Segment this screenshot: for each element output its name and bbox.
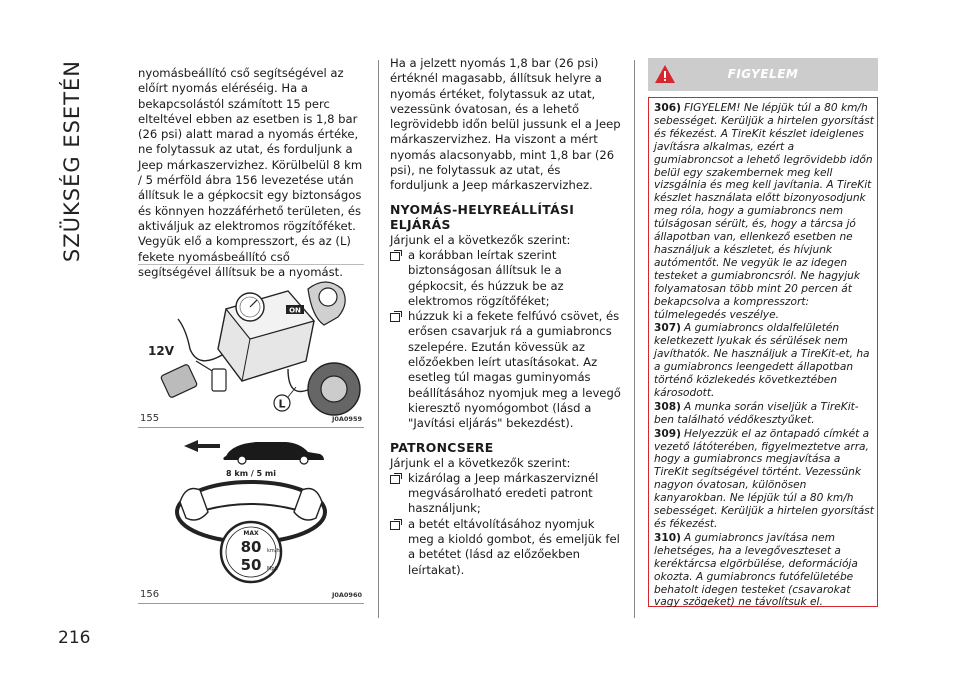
list-item	[390, 517, 622, 578]
warning-number: 309)	[654, 427, 681, 440]
warning-text: A munka során viseljük a TireKit-ben található védőkesztyűket.	[654, 400, 859, 426]
column-2	[390, 56, 622, 578]
warning-item	[654, 428, 874, 531]
warning-number: 307)	[654, 322, 681, 335]
warning-item	[654, 322, 874, 399]
warning-title: FIGYELEM	[727, 67, 799, 81]
warning-number: 306)	[654, 102, 681, 114]
hose-label: L	[278, 397, 286, 411]
checkbox-bullet-icon	[390, 519, 404, 529]
column-divider	[378, 60, 379, 618]
section-title-vertical: SZÜKSÉG ESETÉN	[60, 60, 84, 263]
column-divider	[634, 60, 635, 618]
max-label: MAX	[243, 530, 259, 537]
figure-code: J0A0959	[331, 415, 362, 423]
warning-item	[654, 102, 874, 321]
checkbox-bullet-icon	[390, 311, 404, 321]
warning-number: 310)	[654, 531, 681, 544]
speed-limit-illustration	[138, 434, 364, 589]
warning-text: Helyezzük el az öntapadó címkét a vezető látóterében, figyelmeztetve arra, hogy a gumiabroncs megjavítása a TireKit segítségével történt. Vezessünk nagyon óvatosan, különösen kanyarokban. Ne lépjük túl a 80 km/h sebességet. Kerüljük a hirtelen gyorsítást és fékezést.	[654, 427, 874, 530]
figure-155	[138, 264, 364, 428]
warning-number: 308)	[654, 400, 681, 413]
list-item	[390, 309, 622, 431]
warning-item	[654, 401, 874, 427]
figure-code: J0A0960	[331, 591, 362, 599]
arrow-icon	[184, 440, 220, 452]
warning-text: FIGYELEM! Ne lépjük túl a 80 km/h sebességet. Kerüljük a hirtelen gyorsítást és fékezést. A TireKit készlet ideiglenes javításra alkalmas, ezért a gumiabroncsot a lehető legrövidebb időn belül egy szakembernek meg kell vizsgálnia és meg kell javítania. A TireKit készlet használata előtt bizonyosodjunk meg róla, hogy a gumiabroncs nem túlságosan sérült, és, hogy a tárcsa jó állapotban van, ellenkező esetben ne használjuk a készletet, és hívjunk autómentőt. Ne vegyük le az idegen testeket a gumiabroncsról. Ne hagyjuk folyamatosan több mint 20 percen át bekapcsolva a kompresszort: túlmelegedés veszélye.	[654, 102, 874, 321]
heading-cartridge-replacement: PATRONCSERE	[390, 439, 494, 455]
column-1	[138, 66, 364, 280]
warning-text: A gumiabroncs oldalfelületén keletkezett lyukak és sérülések nem javíthatók. Ne használjuk a TireKit-et, ha a gumiabroncs leengedett állapotban történő közlekedés következtében károsodott.	[654, 322, 870, 399]
warning-item	[654, 532, 874, 609]
lead-text: Járjunk el a következők szerint:	[390, 455, 571, 470]
list-item-text: a korábban leírtak szerint biztonságosan állítsuk le a gépkocsit, és húzzuk be az elektromos rögzítőféket;	[408, 247, 564, 308]
col2-intro: Ha a jelzett nyomás 1,8 bar (26 psi) értéknél magasabb, állítsuk helyre a nyomás értéket, folytassuk az utat, vezessünk óvatosan, és a lehető legrövidebb időn belül jussunk el a Jeep márkaszervizhez. Ha viszont a mért nyomás alacsonyabb, mint 1,8 bar (26 psi), ne folytassuk az utat, és forduljunk a Jeep márkaszervizhez.	[390, 56, 621, 193]
right-hand-icon	[294, 489, 322, 521]
heading-pressure-procedure: NYOMÁS-HELYREÁLLÍTÁSI ELJÁRÁS	[390, 201, 575, 232]
kmh-unit: km/h	[267, 548, 280, 554]
list-item	[390, 248, 622, 309]
warning-text: A gumiabroncs javítása nem lehetséges, ha a levegőveszteset a keréktárcsa elgörbülése, deformációja okozta. A gumiabroncs futófelületébe behatolt idegen testeket (csavarokat vagy szögeket) ne távolítsuk el.	[654, 531, 858, 609]
lead-text: Járjunk el a következők szerint:	[390, 232, 571, 247]
compressor-illustration	[138, 269, 364, 419]
checkbox-bullet-icon	[390, 473, 404, 483]
left-hand-icon	[180, 489, 208, 521]
figure-number: 155	[140, 413, 160, 424]
list-item-text: kizárólag a Jeep márkaszerviznél megvásárolható eredeti patront használjunk;	[408, 470, 599, 516]
warning-box	[648, 97, 878, 607]
warning-header	[648, 58, 878, 91]
on-label: ON	[289, 306, 301, 315]
distance-label: 8 km / 5 mi	[226, 469, 276, 478]
speed-kmh: 80	[240, 538, 262, 556]
list-item-text: húzzuk ki a fekete felfúvó csövet, és erősen csavarjuk rá a gumiabroncs szelepére. Ezután kövessük az előzőekben leírt utasításokat. Az esetleg túl magas guminyomás beállításához nyomjuk meg a levegő kieresztő nyomógombot (lásd a "Javítási eljárás" bekezdést).	[408, 309, 621, 431]
checkbox-bullet-icon	[390, 250, 404, 260]
figure-156	[138, 434, 364, 604]
voltage-label: 12V	[148, 344, 174, 358]
list-item	[390, 471, 622, 517]
page-number: 216	[58, 628, 91, 648]
mph-unit: Mph	[267, 566, 278, 572]
speed-mph: 50	[240, 556, 262, 574]
col1-paragraph: nyomásbeállító cső segítségével az előírt nyomás eléréséig. Ha a bekapcsolástól számított 15 perc elteltével ebben az esetben is 1,8 bar (26 psi) alatt marad a nyomás értéke, ne folytassuk az utat, és forduljunk a Jeep márkaszervizhez. Körülbelül 8 km / 5 mérföld ábra 156 levezetése után állítsuk le a gépkocsit egy biztonságos és könnyen hozzáférhető területen, és aktiváljuk az elektromos rögzítőféket. Vegyük elő a kompresszort, és az (L) fekete nyomásbeállító cső segítségével állítsuk be a nyomást.	[138, 66, 363, 279]
figure-number: 156	[140, 589, 160, 600]
list-item-text: a betét eltávolításához nyomjuk meg a kioldó gombot, és emeljük fel a betétet (lásd az előzőekben leírtakat).	[408, 516, 620, 577]
